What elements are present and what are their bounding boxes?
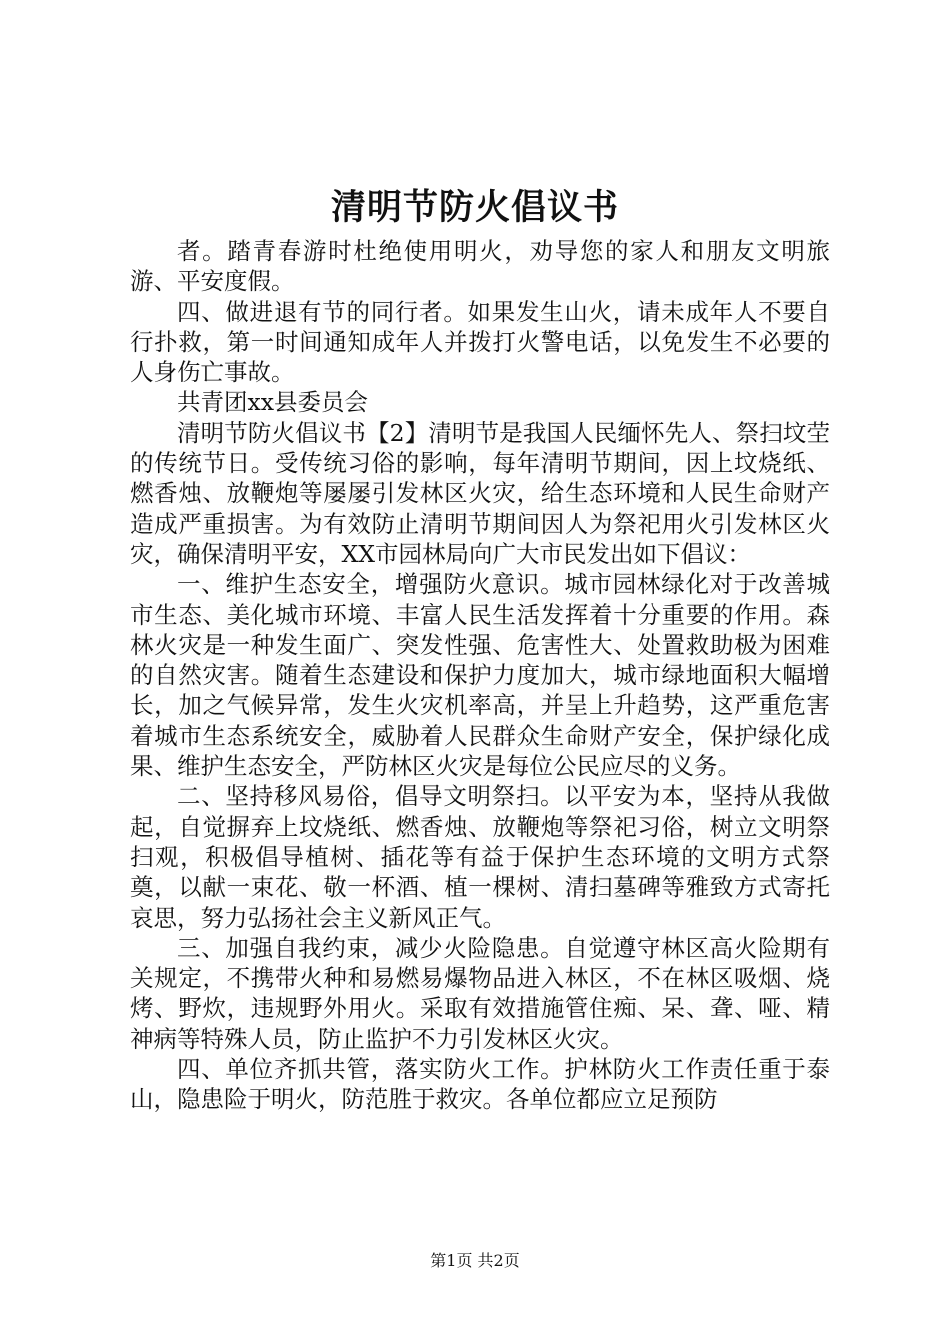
document-title: 清明节防火倡议书 [330,187,619,228]
document-body [130,236,830,1115]
paragraph: 四、做进退有节的同行者。如果发生山火，请未成年人不要自行扑救，第一时间通知成年人并拨打火警电话，以免发生不必要的人身伤亡事故。 [130,297,830,387]
paragraph: 三、加强自我约束，减少火险隐患。自觉遵守林区高火险期有关规定，不携带火种和易燃易爆物品进入林区，不在林区吸烟、烧烤、野炊，违规野外用火。采取有效措施管住痴、呆、聋、哑、精神病等特殊人员，防止监护不力引发林区火灾。 [130,933,830,1053]
paragraph: 一、维护生态安全，增强防火意识。城市园林绿化对于改善城市生态、美化城市环境、丰富人民生活发挥着十分重要的作用。森林火灾是一种发生面广、突发性强、危害性大、处置救助极为困难的自然灾害。随着生态建设和保护力度加大，城市绿地面积大幅增长，加之气候异常，发生火灾机率高，并呈上升趋势，这严重危害着城市生态系统安全，威胁着人民群众生命财产安全，保护绿化成果、维护生态安全，严防林区火灾是每位公民应尽的义务。 [130,570,830,781]
signature-line: 共青团xx县委员会 [177,388,369,417]
paragraph: 四、单位齐抓共管，落实防火工作。护林防火工作责任重于泰山，隐患险于明火，防范胜于救灾。各单位都应立足预防 [130,1055,830,1114]
page-number-footer: 第1页 共2页 [430,1251,520,1270]
paragraph: 清明节防火倡议书【2】清明节是我国人民缅怀先人、祭扫坟茔的传统节日。受传统习俗的影响，每年清明节期间，因上坟烧纸、燃香烛、放鞭炮等屡屡引发林区火灾，给生态环境和人民生命财产造成严重损害。为有效防止清明节期间因人为祭祀用火引发林区火灾，确保清明平安，XX市园林局向广大市民发出如下倡议： [130,418,830,568]
paragraph: 者。踏青春游时杜绝使用明火，劝导您的家人和朋友文明旅游、平安度假。 [130,237,830,296]
paragraph: 二、坚持移风易俗，倡导文明祭扫。以平安为本，坚持从我做起，自觉摒弃上坟烧纸、燃香烛、放鞭炮等祭祀习俗，树立文明祭扫观，积极倡导植树、插花等有益于保护生态环境的文明方式祭奠，以献一束花、敬一杯酒、植一棵树、清扫墓碑等雅致方式寄托哀思，努力弘扬社会主义新风正气。 [130,782,830,932]
